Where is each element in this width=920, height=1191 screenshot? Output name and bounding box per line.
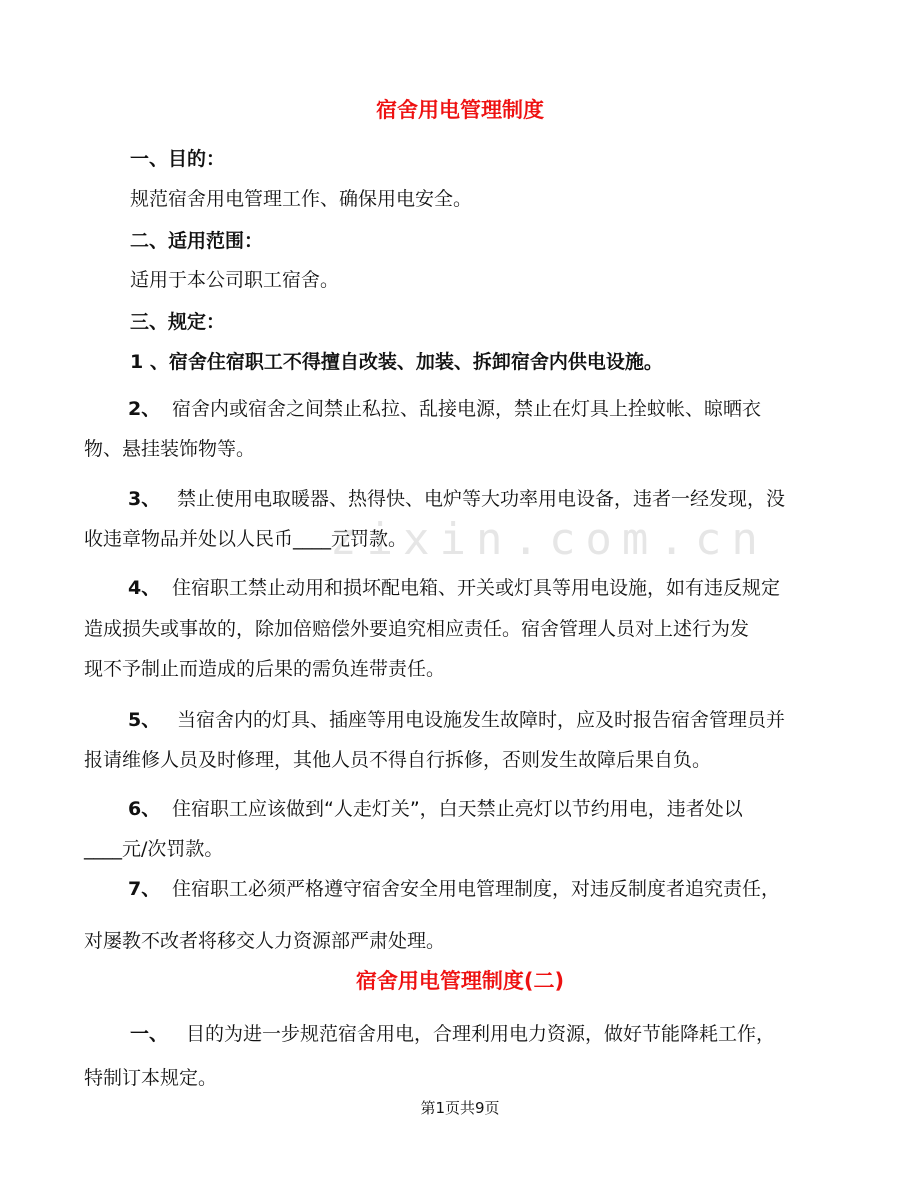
rule-7-line-1: 住宿职工必须严格遵守宿舍安全用电管理制度，对违反制度者追究责任， <box>172 878 781 900</box>
watermark: zixin.com.cn <box>330 514 768 565</box>
section-heading-scope: 二、适用范围： <box>130 230 264 252</box>
rule-6-number: 6、 <box>128 798 161 820</box>
section-body-scope: 适用于本公司职工宿舍。 <box>130 269 340 291</box>
rule-6-line-1: 住宿职工应该做到“人走灯关”，白天禁止亮灯以节约用电，违者处以 <box>172 798 743 820</box>
part2-number: 一、 <box>130 1023 169 1045</box>
rule-3-line-1: 禁止使用电取暖器、热得快、电炉等大功率用电设备，违者一经发现，没 <box>177 488 786 510</box>
rule-7-line-2: 对屡教不改者将移交人力资源部严肃处理。 <box>84 930 446 952</box>
rule-2-line-1: 宿舍内或宿舍之间禁止私拉、乱接电源，禁止在灯具上拴蚊帐、晾晒衣 <box>172 398 762 420</box>
part2-line-2: 特制订本规定。 <box>84 1067 218 1089</box>
rule-6-line-2: ____元/次罚款。 <box>84 838 224 860</box>
rule-1: 1 、宿舍住宿职工不得擅自改装、加装、拆卸宿舍内供电设施。 <box>130 351 663 373</box>
rule-4-line-2: 造成损失或事故的，除加倍赔偿外要追究相应责任。宿舍管理人员对上述行为发 <box>84 618 750 640</box>
part2-line-1: 目的为进一步规范宿舍用电，合理利用电力资源，做好节能降耗工作， <box>186 1023 776 1045</box>
rule-7-number: 7、 <box>128 878 161 900</box>
rule-2-line-2: 物、悬挂装饰物等。 <box>84 438 256 460</box>
rule-5-line-1: 当宿舍内的灯具、插座等用电设施发生故障时，应及时报告宿舍管理员并 <box>177 709 786 731</box>
page-footer: 第1页共9页 <box>420 1099 500 1117</box>
rule-3-number: 3、 <box>128 488 161 510</box>
rule-4-number: 4、 <box>128 577 161 599</box>
rule-2-number: 2、 <box>128 398 161 420</box>
section-body-purpose: 规范宿舍用电管理工作、确保用电安全。 <box>130 188 473 210</box>
rule-5-number: 5、 <box>128 709 161 731</box>
rule-3-line-2: 收违章物品并处以人民币____元罚款。 <box>84 528 408 550</box>
doc-title: 宿舍用电管理制度 <box>376 98 544 122</box>
doc-title-2: 宿舍用电管理制度(二) <box>355 969 565 993</box>
rule-4-line-1: 住宿职工禁止动用和损坏配电箱、开关或灯具等用电设施，如有违反规定 <box>172 577 781 599</box>
rule-4-line-3: 现不予制止而造成的后果的需负连带责任。 <box>84 658 446 680</box>
section-heading-purpose: 一、目的： <box>130 148 226 170</box>
rule-5-line-2: 报请维修人员及时修理，其他人员不得自行拆修，否则发生故障后果自负。 <box>84 749 712 771</box>
section-heading-rules: 三、规定： <box>130 311 226 333</box>
